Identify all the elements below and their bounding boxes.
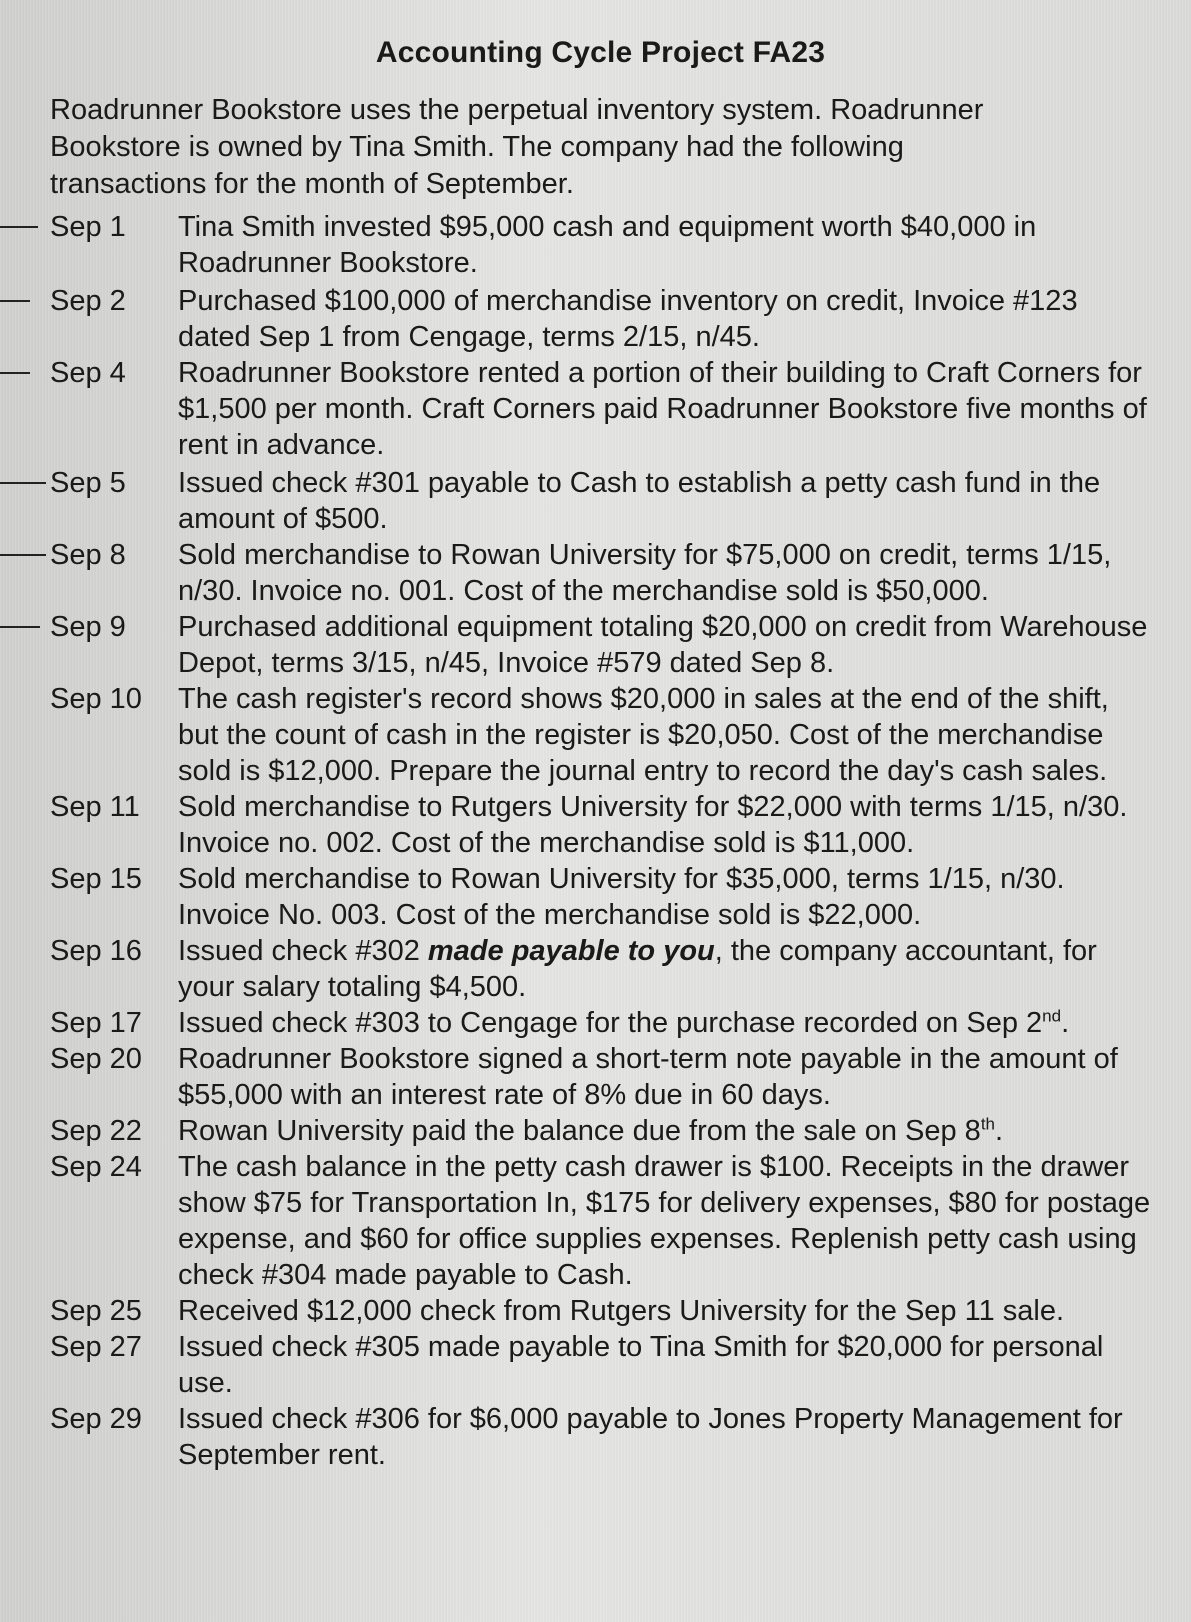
- transaction-date: Sep 10: [50, 683, 142, 715]
- transaction-item: [50, 537, 1151, 609]
- transaction-text-part: Issued check #303 to Cengage for the purchase recorded on Sep 2: [178, 1007, 1043, 1039]
- transaction-date: Sep 9: [50, 611, 126, 643]
- transaction-item: [50, 1041, 1151, 1113]
- document-title: Accounting Cycle Project FA23: [375, 36, 826, 69]
- margin-tick-mark: [0, 300, 30, 302]
- transaction-date: Sep 22: [50, 1115, 142, 1147]
- margin-tick-mark: [0, 226, 38, 228]
- transaction-date: Sep 8: [50, 539, 126, 571]
- transaction-item: [50, 1113, 1151, 1149]
- transaction-date: Sep 25: [50, 1295, 142, 1327]
- transaction-text-part: .: [1061, 1007, 1070, 1039]
- transaction-text: Issued check #305 made payable to Tina Smith for $20,000 for personal use.: [178, 1331, 1104, 1399]
- transaction-item: [50, 789, 1151, 861]
- transaction-item: [50, 465, 1151, 537]
- margin-tick-mark: [0, 482, 46, 484]
- transaction-item: [50, 1293, 1151, 1329]
- transaction-text: Sold merchandise to Rutgers University for $22,000 with terms 1/15, n/30. Invoice no. 002. Cost of the merchandise sold is $11,000.: [178, 791, 1128, 859]
- transaction-date: Sep 2: [50, 285, 126, 317]
- transaction-date: Sep 17: [50, 1007, 142, 1039]
- transaction-date: Sep 5: [50, 467, 126, 499]
- transaction-item: [50, 1005, 1151, 1041]
- transaction-item: [50, 681, 1151, 789]
- transaction-text: [178, 933, 1151, 1005]
- transaction-text-part: Rowan University paid the balance due from the sale on Sep 8: [178, 1115, 981, 1147]
- transaction-text: Purchased additional equipment totaling $20,000 on credit from Warehouse Depot, terms 3/15, n/45, Invoice #579 dated Sep 8.: [178, 611, 1148, 679]
- emphasized-text: made payable to you: [427, 935, 715, 967]
- transaction-date: Sep 11: [50, 791, 140, 823]
- transaction-text: The cash balance in the petty cash drawer is $100. Receipts in the drawer show $75 for Transportation In, $175 for delivery expenses, $80 for postage expense, and $60 for office supplies expenses. Replenish petty cash using check #304 made payable to Cash.: [178, 1151, 1151, 1291]
- transaction-text: [178, 1113, 1151, 1149]
- transaction-item: [50, 355, 1151, 463]
- transaction-item: [50, 283, 1151, 355]
- transaction-item: [50, 861, 1151, 933]
- transaction-list: [50, 209, 1151, 1473]
- transaction-date: Sep 29: [50, 1403, 142, 1435]
- transaction-date: Sep 27: [50, 1331, 142, 1363]
- transaction-text-part: , the company accountant, for your salary totaling $4,500.: [178, 935, 1097, 1003]
- transaction-date: Sep 4: [50, 357, 126, 389]
- transaction-item: [50, 1149, 1151, 1293]
- transaction-item: [50, 609, 1151, 681]
- ordinal-suffix: th: [980, 1114, 995, 1134]
- transaction-text: Received $12,000 check from Rutgers University for the Sep 11 sale.: [178, 1295, 1065, 1327]
- transaction-text: Purchased $100,000 of merchandise inventory on credit, Invoice #123 dated Sep 1 from Cengage, terms 2/15, n/45.: [178, 285, 1078, 353]
- transaction-text: Issued check #301 payable to Cash to establish a petty cash fund in the amount of $500.: [178, 467, 1101, 535]
- margin-tick-mark: [0, 554, 46, 556]
- transaction-text: Tina Smith invested $95,000 cash and equipment worth $40,000 in Roadrunner Bookstore.: [178, 211, 1037, 279]
- transaction-date: Sep 24: [50, 1151, 142, 1183]
- transaction-text: The cash register's record shows $20,000 in sales at the end of the shift, but the count of cash in the register is $20,050. Cost of the merchandise sold is $12,000. Prepare the journal entry to record the day's cash sales.: [178, 683, 1109, 787]
- margin-tick-mark: [0, 626, 40, 628]
- transaction-date: Sep 20: [50, 1043, 142, 1075]
- transaction-text-part: .: [995, 1115, 1004, 1147]
- transaction-date: Sep 1: [50, 211, 126, 243]
- transaction-text: [178, 1005, 1151, 1041]
- transaction-item: [50, 1401, 1151, 1473]
- ordinal-suffix: nd: [1042, 1006, 1062, 1026]
- transaction-text: Issued check #306 for $6,000 payable to Jones Property Management for September rent.: [178, 1403, 1123, 1471]
- transaction-item: [50, 933, 1151, 1005]
- transaction-text: Roadrunner Bookstore rented a portion of their building to Craft Corners for $1,500 per month. Craft Corners paid Roadrunner Bookstore five months of rent in advance.: [178, 357, 1147, 461]
- transaction-item: [50, 209, 1151, 281]
- transaction-text-part: Issued check #302: [178, 935, 428, 967]
- transaction-date: Sep 16: [50, 935, 142, 967]
- intro-paragraph: Roadrunner Bookstore uses the perpetual inventory system. Roadrunner Bookstore is owned by Tina Smith. The company had the following transactions for the month of September.: [50, 94, 984, 200]
- transaction-text: Sold merchandise to Rowan University for $75,000 on credit, terms 1/15, n/30. Invoice no. 001. Cost of the merchandise sold is $50,000.: [178, 539, 1112, 607]
- transaction-text: Sold merchandise to Rowan University for $35,000, terms 1/15, n/30. Invoice No. 003. Cost of the merchandise sold is $22,000.: [178, 863, 1065, 931]
- margin-tick-mark: [0, 372, 30, 374]
- transaction-text: Roadrunner Bookstore signed a short-term note payable in the amount of $55,000 with an interest rate of 8% due in 60 days.: [178, 1043, 1118, 1111]
- transaction-date: Sep 15: [50, 863, 142, 895]
- transaction-item: [50, 1329, 1151, 1401]
